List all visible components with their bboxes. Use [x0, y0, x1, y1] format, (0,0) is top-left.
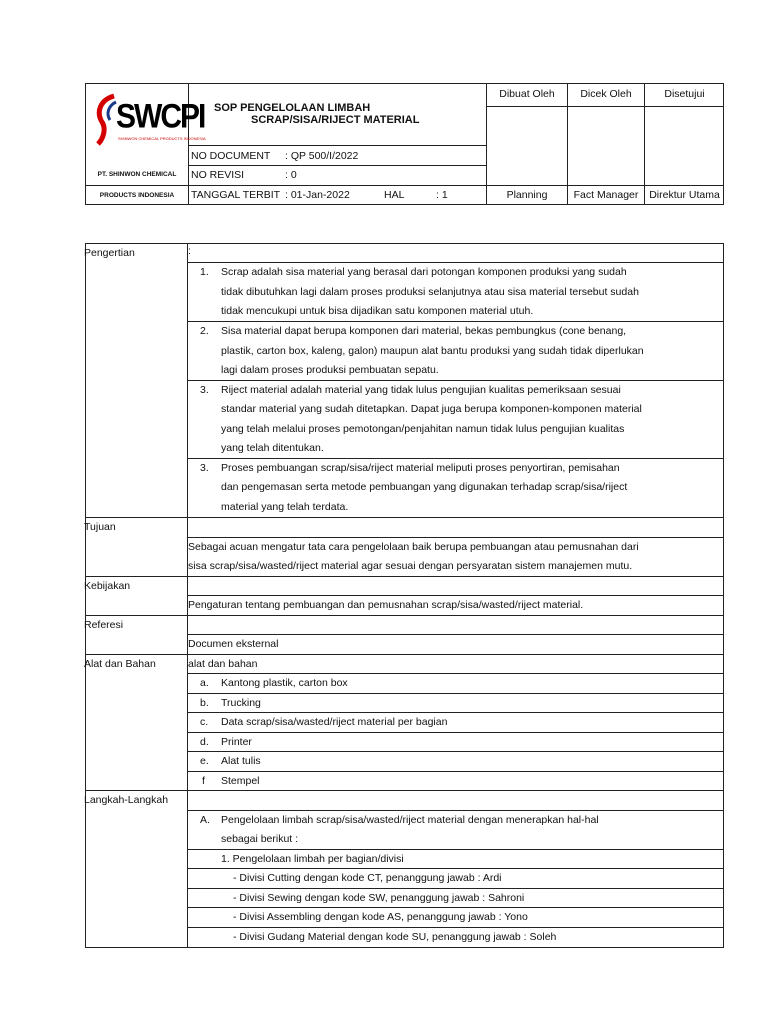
no-document-label: NO DOCUMENT — [191, 150, 271, 162]
pengertian-item-num: 3. — [200, 384, 209, 396]
pengertian-item-line: yang telah melalui proses pemotongan/penjahitan namun tidak lulus pengujian kualitas — [221, 423, 625, 435]
pengertian-item-num: 3. — [200, 462, 209, 474]
row-line — [187, 537, 724, 538]
alat-item-num: a. — [200, 677, 209, 689]
pengertian-item-line: lagi dalam proses produksi pembuatan sepatu. — [221, 364, 439, 376]
alat-item-text: Alat tulis — [221, 755, 261, 767]
row-line — [187, 693, 724, 694]
row-line — [187, 868, 724, 869]
langkah-item-line: Pengelolaan limbah scrap/sisa/wasted/riject material dengan menerapkan hal-hal — [221, 814, 599, 826]
alat-intro: alat dan bahan — [188, 658, 258, 670]
doc-title-line1: SOP PENGELOLAAN LIMBAH — [214, 102, 371, 114]
section-pengertian: Pengertian — [84, 247, 135, 259]
row-line — [187, 907, 724, 908]
alat-item-text: Printer — [221, 736, 252, 748]
pengertian-colon: : — [188, 245, 191, 257]
alat-item-text: Stempel — [221, 775, 260, 787]
alat-item-num: e. — [200, 755, 209, 767]
company-name-line1: PT. SHINWON CHEMICAL — [97, 171, 177, 178]
hal-value: : 1 — [436, 189, 448, 201]
header-divider — [85, 185, 724, 186]
pengertian-item-line: plastik, carton box, kaleng, galon) maupun alat bantu produksi yang sudah tidak diperlukan — [221, 345, 644, 357]
pengertian-item-line: Scrap adalah sisa material yang berasal dari potongan komponen produksi yang sudah — [221, 266, 627, 278]
pengertian-item-line: Riject material adalah material yang tidak lulus pengujian kualitas pemeriksaan sesuai — [221, 384, 621, 396]
langkah-item-line: sebagai berikut : — [221, 833, 299, 845]
header-divider — [486, 83, 487, 205]
disetujui-value: Direktur Utama — [649, 189, 720, 201]
pengertian-item-line: tidak dibutuhkan lagi dalam proses produksi selanjutnya atau sisa material tersebut sudah — [221, 286, 639, 298]
kebijakan-text: Pengaturan tentang pembuangan dan pemusnahan scrap/sisa/wasted/riject material. — [188, 599, 584, 611]
row-line — [187, 262, 724, 263]
pengertian-item-line: Sisa material dapat berupa komponen dari material, bekas pembungkus (cone benang, — [221, 325, 627, 337]
company-logo — [94, 90, 206, 154]
pengertian-item-line: standar material yang sudah ditetapkan. Dapat juga berupa komponen-komponen material — [221, 403, 642, 415]
section-alat-bahan: Alat dan Bahan — [84, 658, 156, 670]
section-line — [85, 615, 724, 616]
dibuat-oleh-value: Planning — [506, 189, 548, 201]
pengertian-item-line: material yang telah terdata. — [221, 501, 349, 513]
row-line — [187, 751, 724, 752]
alat-item-text: Data scrap/sisa/wasted/riject material per bagian — [221, 716, 448, 728]
pengertian-item-line: dan pengemasan serta metode pembuangan yang digunakan terhadap scrap/sisa/riject — [221, 481, 628, 493]
tujuan-line: Sebagai acuan mengatur tata cara pengelolaan baik berupa pembuangan atau pemusnahan dari — [188, 541, 639, 553]
header-divider — [486, 106, 724, 107]
alat-item-num: f — [202, 775, 205, 787]
dicek-oleh-value: Fact Manager — [573, 189, 639, 201]
row-line — [187, 380, 724, 381]
pengertian-item-line: Proses pembuangan scrap/sisa/riject material meliputi proses penyortiran, pemisahan — [221, 462, 620, 474]
section-line — [85, 790, 724, 791]
divisi-item: - Divisi Assembling dengan kode AS, penanggung jawab : Yono — [233, 911, 528, 923]
logo-subtext: SHINWON CHEMICAL PRODUCTS INDONESIA — [118, 136, 206, 141]
langkah-subheading: 1. Pengelolaan limbah per bagian/divisi — [221, 853, 404, 865]
langkah-item-num: A. — [200, 814, 210, 826]
dicek-oleh-label: Dicek Oleh — [580, 88, 632, 100]
alat-item-num: b. — [200, 697, 209, 709]
row-line — [187, 810, 724, 811]
alat-item-text: Kantong plastik, carton box — [221, 677, 348, 689]
tujuan-line: sisa scrap/sisa/wasted/riject material agar sesuai dengan persyaratan sistem manajemen mutu. — [188, 560, 633, 572]
pengertian-item-num: 2. — [200, 325, 209, 337]
section-line — [85, 576, 724, 577]
tanggal-terbit-label: TANGGAL TERBIT — [191, 189, 281, 201]
row-line — [187, 849, 724, 850]
disetujui-label: Disetujui — [664, 88, 705, 100]
row-line — [187, 927, 724, 928]
no-revisi-label: NO REVISI — [191, 169, 245, 181]
pengertian-item-num: 1. — [200, 266, 209, 278]
tanggal-terbit-value: : 01-Jan-2022 — [285, 189, 350, 201]
row-line — [187, 712, 724, 713]
pengertian-item-line: yang telah ditentukan. — [221, 442, 324, 454]
no-document-value: : QP 500/I/2022 — [285, 150, 359, 162]
doc-title-line2: SCRAP/SISA/RIJECT MATERIAL — [251, 114, 420, 126]
row-line — [187, 458, 724, 459]
header-divider — [567, 83, 568, 205]
dibuat-oleh-label: Dibuat Oleh — [499, 88, 555, 100]
row-line — [187, 634, 724, 635]
divisi-item: - Divisi Gudang Material dengan kode SU, penanggung jawab : Soleh — [233, 931, 557, 943]
alat-item-text: Trucking — [221, 697, 261, 709]
pengertian-item-line: tidak mencukupi untuk bisa dijadikan satu komponen material utuh. — [221, 305, 534, 317]
section-langkah: Langkah-Langkah — [84, 794, 169, 806]
header-divider — [644, 83, 645, 205]
row-line — [187, 321, 724, 322]
section-line — [85, 654, 724, 655]
row-line — [187, 595, 724, 596]
section-tujuan: Tujuan — [84, 521, 116, 533]
divisi-item: - Divisi Sewing dengan kode SW, penanggung jawab : Sahroni — [233, 892, 525, 904]
divisi-item: - Divisi Cutting dengan kode CT, penanggung jawab : Ardi — [233, 872, 502, 884]
section-referesi: Referesi — [84, 619, 124, 631]
hal-label: HAL — [384, 189, 405, 201]
no-revisi-value: : 0 — [285, 169, 297, 181]
section-line — [85, 517, 724, 518]
referesi-text: Documen eksternal — [188, 638, 279, 650]
header-divider — [188, 165, 486, 166]
company-name-line2: PRODUCTS INDONESIA — [99, 192, 175, 199]
row-line — [187, 732, 724, 733]
row-line — [187, 673, 724, 674]
alat-item-num: c. — [200, 716, 209, 728]
logo-text: SWCPI — [116, 97, 205, 136]
alat-item-num: d. — [200, 736, 209, 748]
header-divider — [188, 145, 486, 146]
row-line — [187, 888, 724, 889]
section-kebijakan: Kebijakan — [84, 580, 131, 592]
row-line — [187, 771, 724, 772]
